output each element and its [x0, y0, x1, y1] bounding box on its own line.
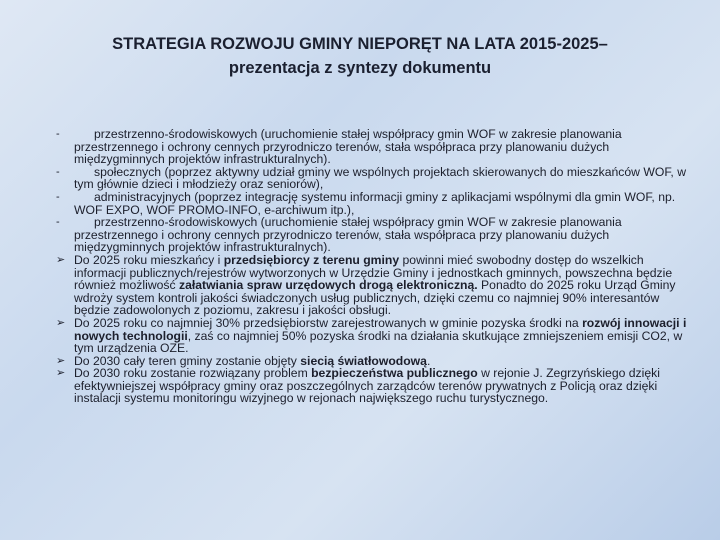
dash-bullet: - [56, 190, 60, 203]
item-text: . [426, 353, 431, 368]
arrow-bullet-icon: ➢ [56, 354, 66, 367]
item-text: , zaś co najmniej 50% pozyska środki na działania skutkujące zmniejszeniem emisji CO2, w tym urządzenia OZE. [74, 328, 683, 356]
dash-bullet: - [56, 165, 60, 178]
arrow-bullet-icon: ➢ [56, 367, 66, 380]
list-item [56, 128, 696, 166]
item-text-bold: załatwiania spraw urzędowych drogą elektroniczną. [178, 278, 478, 293]
item-text: w rejonie J. Zegrzyńskiego dzięki efektywniejszej współpracy gminy oraz poszczególnych zarządców terenów prywatnych z Policją oraz dzięki instalacji systemu monitoringu wizyjnego w rejonach największego ruchu turystycznego. [74, 366, 660, 406]
item-text: Do 2030 roku zostanie rozwiązany problem [74, 366, 312, 381]
list-item [56, 317, 696, 355]
item-text: przestrzenno-środowiskowych (uruchomienie stałej współpracy gmin WOF w zakresie planowania przestrzennego i ochrony cennych przyrodniczo terenów, stała współpraca przy planowaniu dużych międzygminnych projektów infrastrukturalnych). [74, 127, 622, 167]
list-item [56, 216, 696, 254]
dash-bullet: - [56, 128, 60, 140]
arrow-bullet-icon: ➢ [56, 316, 66, 329]
item-text: Do 2025 roku mieszkańcy i [74, 252, 224, 267]
item-text: powinni mieć swobodny dostęp do wszelkich informacji publicznych/rejestrów wytworzonych w Urzędzie Gminy i jednostkach gminnych, powszechna będzie również możliwość [74, 252, 673, 293]
title-line-2: prezentacja z syntezy dokumentu [228, 59, 492, 77]
dash-bullet: - [56, 216, 60, 229]
item-text: przestrzenno-środowiskowych (uruchomienie stałej współpracy gmin WOF w zakresie planowania przestrzennego i ochrony cennych przyrodniczo terenów, stała współpraca przy planowaniu dużych międzygminnych projektów infrastrukturalnych). [74, 215, 622, 255]
content-list [56, 128, 696, 405]
slide-title [40, 32, 680, 80]
item-text-bold: rozwój innowacji i nowych technologii [74, 315, 687, 343]
title-line-1: STRATEGIA ROZWOJU GMINY NIEPORĘT NA LATA 2015-2025– [112, 35, 608, 53]
item-text: Do 2025 roku co najmniej 30% przedsiębiorstw zarejestrowanych w gminie pozyska środki na [74, 315, 583, 330]
list-item [56, 191, 696, 216]
item-text-bold: siecią światłowodową [300, 353, 427, 368]
item-text-bold: bezpieczeństwa publicznego [311, 366, 478, 381]
item-text: administracyjnych (poprzez integrację systemu informacji gminy z aplikacjami wspólnymi dla gmin WOF, np. WOF EXPO, WOF PROMO-INFO, e-archiwum itp.), [74, 189, 676, 217]
item-text-bold: przedsiębiorcy z terenu gminy [223, 252, 400, 267]
item-text: Ponadto do 2025 roku Urząd Gminy wdroży system kontroli jakości świadczonych usług publicznych, dzięki czemu co najmniej 90% interesantów będzie zadowolonych z poziomu, zakresu i jakości obsługi. [74, 278, 676, 318]
list-item [56, 166, 696, 191]
list-item [56, 254, 696, 317]
arrow-bullet-icon: ➢ [56, 253, 66, 266]
item-text: społecznych (poprzez aktywny udział gminy we wspólnych projektach skierowanych do mieszkańców WOF, w tym głównie dzieci i młodzieży oraz seniorów), [74, 164, 687, 192]
item-text: Do 2030 cały teren gminy zostanie objęty [74, 353, 301, 368]
list-item [56, 367, 696, 405]
